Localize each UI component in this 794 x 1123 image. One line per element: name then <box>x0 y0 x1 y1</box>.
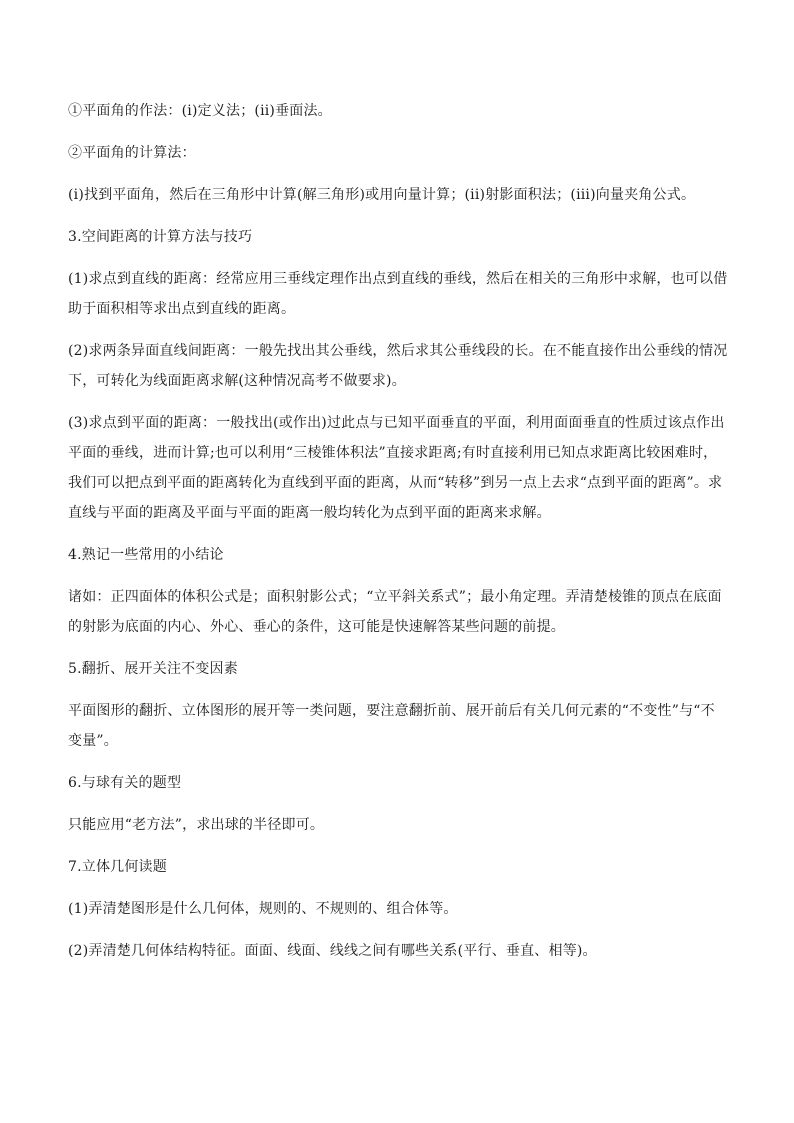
paragraph-point-line-distance: (1)求点到直线的距离：经常应用三垂线定理作出点到直线的垂线，然后在相关的三角形中求解，也可以借助于面积相等求出点到直线的距离。 <box>68 271 728 317</box>
paragraph-plane-angle-calculation-methods: (i)找到平面角，然后在三角形中计算(解三角形)或用向量计算；(ii)射影面积法；(iii)向量夹角公式。 <box>68 187 696 203</box>
paragraph-reading-1: (1)弄清楚图形是什么几何体，规则的、不规则的、组合体等。 <box>68 901 458 917</box>
section-heading-distance: 3.空间距离的计算方法与技巧 <box>68 229 253 245</box>
paragraph-reading-2: (2)弄清楚几何体结构特征。面面、线面、线线之间有哪些关系(平行、垂直、相等)。 <box>68 943 597 959</box>
paragraph-skew-lines-distance: (2)求两条异面直线间距离：一般先找出其公垂线，然后求其公垂线段的长。在不能直接作出公垂线的情况下，可转化为线面距离求解(这种情况高考不做要求)。 <box>68 343 728 389</box>
paragraph-sphere: 只能应用“老方法”，求出球的半径即可。 <box>68 817 325 833</box>
paragraph-plane-angle-construction: ①平面角的作法：(i)定义法；(ii)垂面法。 <box>68 103 332 119</box>
paragraph-conclusions: 诸如：正四面体的体积公式是；面积射影公式；“立平斜关系式”；最小角定理。弄清楚棱锥的顶点在底面的射影为底面的内心、外心、垂心的条件，这可能是快速解答某些问题的前提。 <box>68 589 722 635</box>
paragraph-folding: 平面图形的翻折、立体图形的展开等一类问题，要注意翻折前、展开前后有关几何元素的“不变性”与“不变量”。 <box>68 703 715 749</box>
section-heading-conclusions: 4.熟记一些常用的小结论 <box>68 547 224 563</box>
paragraph-point-plane-distance: (3)求点到平面的距离：一般找出(或作出)过此点与已知平面垂直的平面，利用面面垂直的性质过该点作出平面的垂线，进而计算;也可以利用“三棱锥体积法”直接求距离;有时直接利用已知点求距离比较困难时，我们可以把点到平面的距离转化为直线到平面的距离，从而“转移”到另一点上去求“点到平面的距离”。求直线与平面的距离及平面与平面的距离一般均转化为点到平面的距离来求解。 <box>68 415 725 521</box>
document-page <box>68 96 728 978</box>
paragraph-plane-angle-calculation-heading: ②平面角的计算法： <box>68 145 196 161</box>
section-heading-reading: 7.立体几何读题 <box>68 859 167 875</box>
section-heading-sphere: 6.与球有关的题型 <box>68 775 182 791</box>
section-heading-folding: 5.翻折、展开关注不变因素 <box>68 661 238 677</box>
